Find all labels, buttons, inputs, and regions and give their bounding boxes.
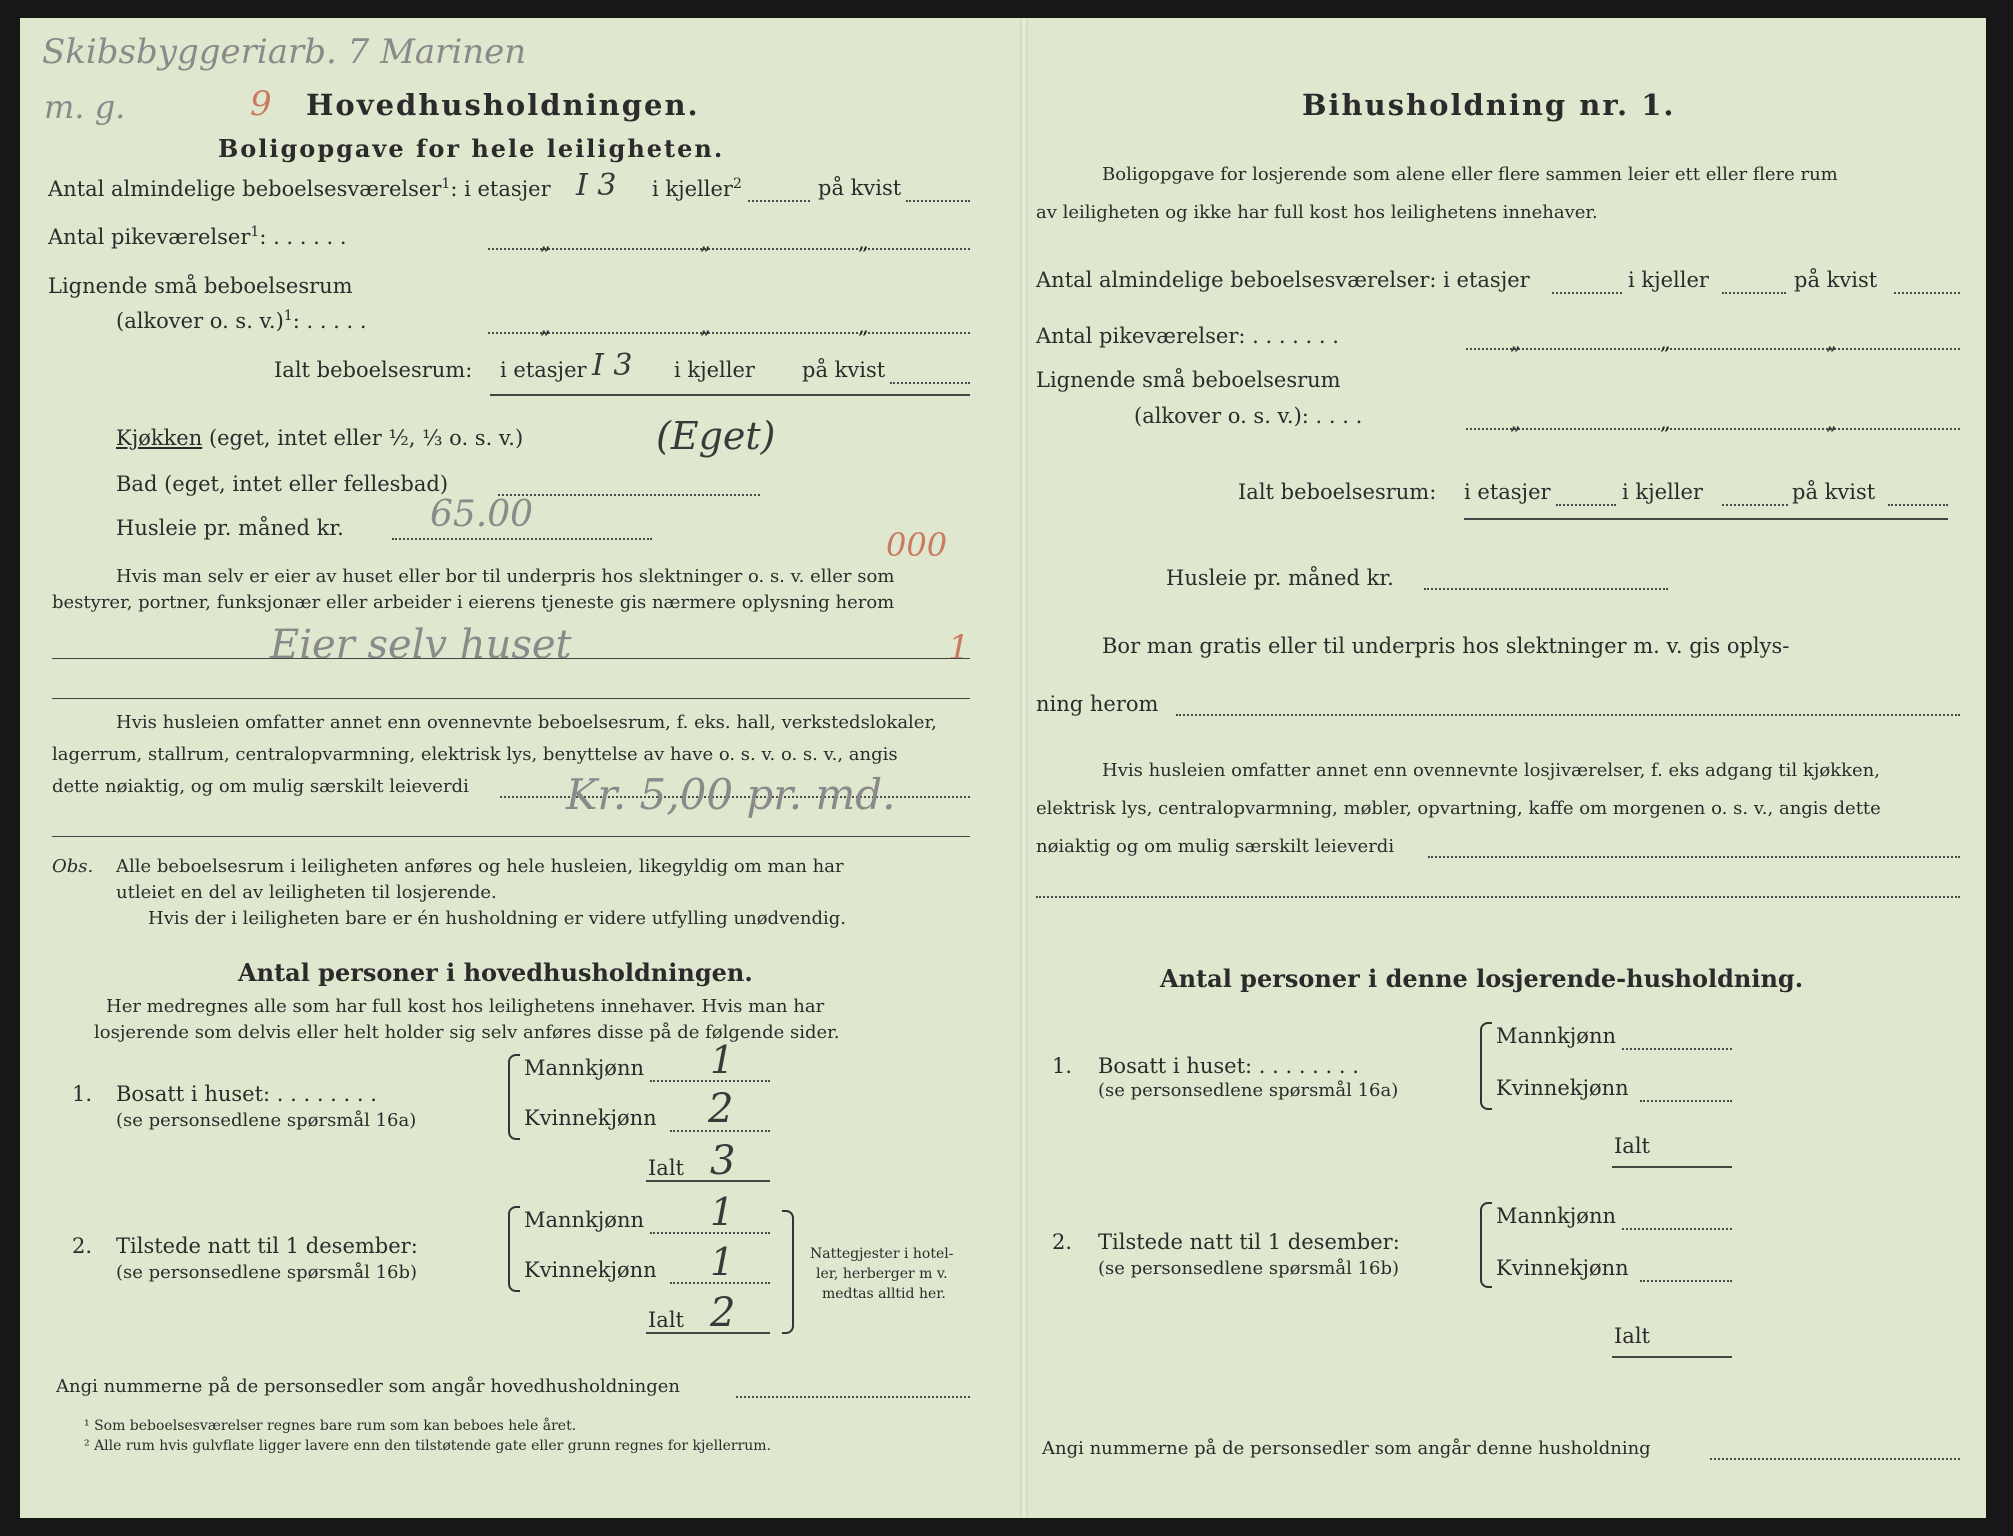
census-form-sheet xyxy=(20,18,1986,1518)
footnote-1: ¹ Som beboelsesværelser regnes bare rum som kan beboes hele året. xyxy=(84,1418,577,1434)
lodger-rooms-kvist-line xyxy=(1894,292,1960,294)
obs-label: Obs. xyxy=(52,856,94,877)
bath-line xyxy=(498,494,760,496)
lodger-free-line1: Bor man gratis eller til underpris hos slektninger m. v. gis oplys- xyxy=(1102,634,1790,658)
total-kvist-label: på kvist xyxy=(802,358,886,382)
lodger-q2-total-line xyxy=(1612,1356,1732,1358)
owner-value: Eier selv huset xyxy=(270,622,572,668)
ditto-mark: „ xyxy=(858,314,869,338)
lodger-q1-number: 1. xyxy=(1052,1054,1073,1078)
ditto-mark: „ xyxy=(1826,330,1837,354)
lodger-q1-label: Bosatt i huset: . . . . . . . . xyxy=(1098,1054,1359,1078)
alcove-label: (alkover o. s. v.)$^1$: . . . . . xyxy=(116,308,367,333)
lodger-q2-female-label: Kvinnekjønn xyxy=(1496,1256,1629,1280)
q1-brace xyxy=(508,1054,520,1140)
lodger-numbers-label: Angi nummerne på de personsedler som angår denne husholdning xyxy=(1042,1438,1651,1459)
q2-male-label: Mannkjønn xyxy=(524,1208,645,1232)
lodger-q1-total-line xyxy=(1612,1166,1732,1168)
numbers-label: Angi nummerne på de personsedler som angår hovedhusholdningen xyxy=(56,1376,680,1397)
q2-label: Tilstede natt til 1 desember: xyxy=(116,1234,418,1258)
lodger-total-kvist-label: på kvist xyxy=(1792,480,1876,504)
obs-line3: Hvis der i leiligheten bare er én husholdning er videre utfylling unødvendig. xyxy=(148,908,847,929)
ditto-mark: „ xyxy=(700,314,711,338)
lodger-total-etasjer-label: i etasjer xyxy=(1464,480,1551,504)
lodger-includes-line-2 xyxy=(1036,896,1960,898)
lodger-title: Bihusholdning nr. 1. xyxy=(1302,88,1676,122)
rooms-kvist-label: på kvist xyxy=(818,176,902,200)
page-fold xyxy=(1020,18,1028,1518)
owner-text-line1: Hvis man selv er eier av huset eller bor til underpris hos slektninger o. s. v. eller som xyxy=(116,566,895,587)
q1-label: Bosatt i huset: . . . . . . . . xyxy=(116,1082,377,1106)
guests-brace xyxy=(782,1210,794,1334)
ditto-mark: „ xyxy=(1510,330,1521,354)
total-rooms-label: Ialt beboelsesrum: xyxy=(274,358,473,382)
rent-line xyxy=(392,538,652,540)
handwritten-occupation: Skibsbyggeriarb. 7 Marinen xyxy=(42,32,527,72)
q1-male-value: 1 xyxy=(710,1038,735,1082)
lodger-includes-line2: elektrisk lys, centralopvarmning, møbler, opvartning, kaffe om morgenen o. s. v., angis dette xyxy=(1036,798,1881,819)
lodger-intro-line1: Boligopgave for losjerende som alene eller flere sammen leier ett eller flere rum xyxy=(1102,164,1838,185)
guests-note-line3: medtas alltid her. xyxy=(822,1286,946,1302)
q1-total-label: Ialt xyxy=(648,1156,684,1180)
footnote-2: ² Alle rum hvis gulvflate ligger lavere enn den tilstøtende gate eller grunn regnes for kjellerrum. xyxy=(84,1438,772,1454)
includes-text-line3: dette nøiaktig, og om mulig særskilt leieverdi xyxy=(52,776,469,797)
lodger-numbers-line xyxy=(1710,1458,1960,1460)
includes-line-2 xyxy=(52,836,970,837)
lodger-total-label: Ialt beboelsesrum: xyxy=(1238,480,1437,504)
includes-value: Kr. 5,00 pr. md. xyxy=(566,770,896,819)
includes-text-line1: Hvis husleien omfatter annet enn ovennevnte beboelsesrum, f. eks. hall, verkstedslokaler, xyxy=(116,712,937,733)
lodger-total-underline xyxy=(1464,518,1948,520)
q2-total-label: Ialt xyxy=(648,1308,684,1332)
owner-line xyxy=(52,658,970,659)
persons-text-line2: losjerende som delvis eller helt holder sig selv anføres disse på de følgende sider. xyxy=(94,1022,840,1043)
lodger-rooms-label: Antal almindelige beboelsesværelser: i etasjer xyxy=(1036,268,1530,292)
lodger-q2-label: Tilstede natt til 1 desember: xyxy=(1098,1230,1400,1254)
red-one: 1 xyxy=(948,628,970,668)
obs-line2: utleiet en del av leiligheten til losjerende. xyxy=(116,882,497,903)
owner-line-2 xyxy=(52,698,970,699)
lodger-q1-sub: (se personsedlene spørsmål 16a) xyxy=(1098,1080,1399,1101)
lodger-q2-number: 2. xyxy=(1052,1230,1073,1254)
lodger-rooms-kjeller-label: i kjeller xyxy=(1628,268,1709,292)
lodger-alcove-label: (alkover o. s. v.): . . . . xyxy=(1134,404,1363,428)
lodger-maid-label: Antal pikeværelser: . . . . . . . xyxy=(1036,324,1339,348)
lodger-free-line2: ning herom xyxy=(1036,692,1159,716)
guests-note-line2: ler, herberger m v. xyxy=(816,1266,948,1282)
ditto-mark: „ xyxy=(858,230,869,254)
rooms-kjeller-line xyxy=(748,200,810,202)
lodger-rooms-kjeller-line xyxy=(1722,292,1786,294)
numbers-line xyxy=(736,1396,970,1398)
q1-male-label: Mannkjønn xyxy=(524,1056,645,1080)
alcove-line xyxy=(488,332,970,334)
lodger-q1-male-line xyxy=(1622,1048,1732,1050)
maid-rooms-line xyxy=(488,248,970,250)
lodger-q1-brace xyxy=(1480,1022,1492,1110)
total-underline xyxy=(490,394,970,396)
q2-female-value: 1 xyxy=(710,1240,735,1284)
kitchen-value: (Eget) xyxy=(656,414,776,458)
lodger-q2-brace xyxy=(1480,1202,1492,1288)
lodger-rent-line xyxy=(1424,588,1668,590)
owner-text-line2: bestyrer, portner, funksjonær eller arbeider i eierens tjeneste gis nærmere oplysning herom xyxy=(52,592,895,613)
ditto-mark: „ xyxy=(1660,330,1671,354)
handwritten-red-number: 9 xyxy=(250,84,272,124)
ditto-mark: „ xyxy=(540,230,551,254)
ditto-mark: „ xyxy=(700,230,711,254)
page-title: Hovedhusholdningen. xyxy=(306,88,700,122)
q2-number: 2. xyxy=(72,1234,93,1258)
red-zeros: 000 xyxy=(886,526,948,564)
rent-value: 65.00 xyxy=(430,494,534,535)
rooms-kjeller-label: i kjeller$^2$ xyxy=(652,176,742,201)
lodger-includes-line3: nøiaktig og om mulig særskilt leieverdi xyxy=(1036,836,1395,857)
ditto-mark: „ xyxy=(1826,410,1837,434)
lodger-rooms-etasjer-line xyxy=(1552,292,1622,294)
q1-sub: (se personsedlene spørsmål 16a) xyxy=(116,1110,417,1131)
lodger-persons-title: Antal personer i denne losjerende-husholdning. xyxy=(1160,964,1804,993)
guests-note-line1: Nattegjester i hotel- xyxy=(810,1246,954,1262)
q2-brace xyxy=(508,1206,520,1292)
persons-title: Antal personer i hovedhusholdningen. xyxy=(238,958,753,987)
rent-label: Husleie pr. måned kr. xyxy=(116,516,344,540)
handwritten-mg: m. g. xyxy=(44,88,126,126)
q1-total-line xyxy=(646,1180,770,1182)
lodger-rooms-kvist-label: på kvist xyxy=(1794,268,1878,292)
lodger-maid-line xyxy=(1466,348,1960,350)
lodger-similar-label: Lignende små beboelsesrum xyxy=(1036,368,1341,392)
rooms-label: Antal almindelige beboelsesværelser$^1$: i etasjer xyxy=(48,176,551,201)
total-etasjer-value: I 3 xyxy=(592,348,633,383)
lodger-q2-female-line xyxy=(1640,1280,1732,1282)
rooms-etasjer-value: I 3 xyxy=(576,168,617,203)
persons-text-line1: Her medregnes alle som har full kost hos leilighetens innehaver. Hvis man har xyxy=(106,996,825,1017)
lodger-includes-line xyxy=(1428,856,1960,858)
rooms-kvist-line xyxy=(906,200,970,202)
total-kvist-line xyxy=(890,382,970,384)
lodger-q1-male-label: Mannkjønn xyxy=(1496,1024,1617,1048)
similar-rooms-label: Lignende små beboelsesrum xyxy=(48,274,353,298)
q1-female-label: Kvinnekjønn xyxy=(524,1106,657,1130)
lodger-intro-line2: av leiligheten og ikke har full kost hos leilighetens innehaver. xyxy=(1036,202,1598,223)
ditto-mark: „ xyxy=(540,314,551,338)
includes-text-line2: lagerrum, stallrum, centralopvarmning, elektrisk lys, benyttelse av have o. s. v. o. s. v., angis xyxy=(52,744,898,765)
lodger-q1-female-line xyxy=(1640,1100,1732,1102)
ditto-mark: „ xyxy=(1510,410,1521,434)
q2-total-line xyxy=(646,1332,770,1334)
total-etasjer-label: i etasjer xyxy=(500,358,587,382)
lodger-q1-female-label: Kvinnekjønn xyxy=(1496,1076,1629,1100)
lodger-total-kjeller-line xyxy=(1722,504,1788,506)
lodger-q2-male-line xyxy=(1622,1228,1732,1230)
maid-rooms-label: Antal pikeværelser$^1$: . . . . . . xyxy=(48,224,347,249)
lodger-q2-male-label: Mannkjønn xyxy=(1496,1204,1617,1228)
lodger-q2-total-label: Ialt xyxy=(1614,1324,1650,1348)
kitchen-label: Kjøkken (eget, intet eller ½, ⅓ o. s. v.) xyxy=(116,426,524,450)
lodger-q2-sub: (se personsedlene spørsmål 16b) xyxy=(1098,1258,1400,1279)
lodger-total-kjeller-label: i kjeller xyxy=(1622,480,1703,504)
lodger-q1-total-label: Ialt xyxy=(1614,1134,1650,1158)
lodger-alcove-line xyxy=(1466,428,1960,430)
bath-label: Bad (eget, intet eller fellesbad) xyxy=(116,472,449,496)
total-kjeller-label: i kjeller xyxy=(674,358,755,382)
obs-line1: Alle beboelsesrum i leiligheten anføres og hele husleien, likegyldig om man har xyxy=(116,856,844,877)
q2-female-label: Kvinnekjønn xyxy=(524,1258,657,1282)
q1-female-value: 2 xyxy=(708,1086,734,1132)
q2-total-value: 2 xyxy=(710,1290,736,1336)
q1-number: 1. xyxy=(72,1082,93,1106)
q2-sub: (se personsedlene spørsmål 16b) xyxy=(116,1262,418,1283)
q2-male-value: 1 xyxy=(710,1190,735,1234)
lodger-includes-line1: Hvis husleien omfatter annet enn ovennevnte losjiværelser, f. eks adgang til kjøkken, xyxy=(1102,760,1880,781)
ditto-mark: „ xyxy=(1660,410,1671,434)
lodger-total-etasjer-line xyxy=(1556,504,1616,506)
lodger-rent-label: Husleie pr. måned kr. xyxy=(1166,566,1394,590)
page-subtitle: Boligopgave for hele leiligheten. xyxy=(218,134,725,163)
lodger-total-kvist-line xyxy=(1888,504,1948,506)
q1-total-value: 3 xyxy=(710,1138,736,1184)
lodger-free-line xyxy=(1176,714,1960,716)
